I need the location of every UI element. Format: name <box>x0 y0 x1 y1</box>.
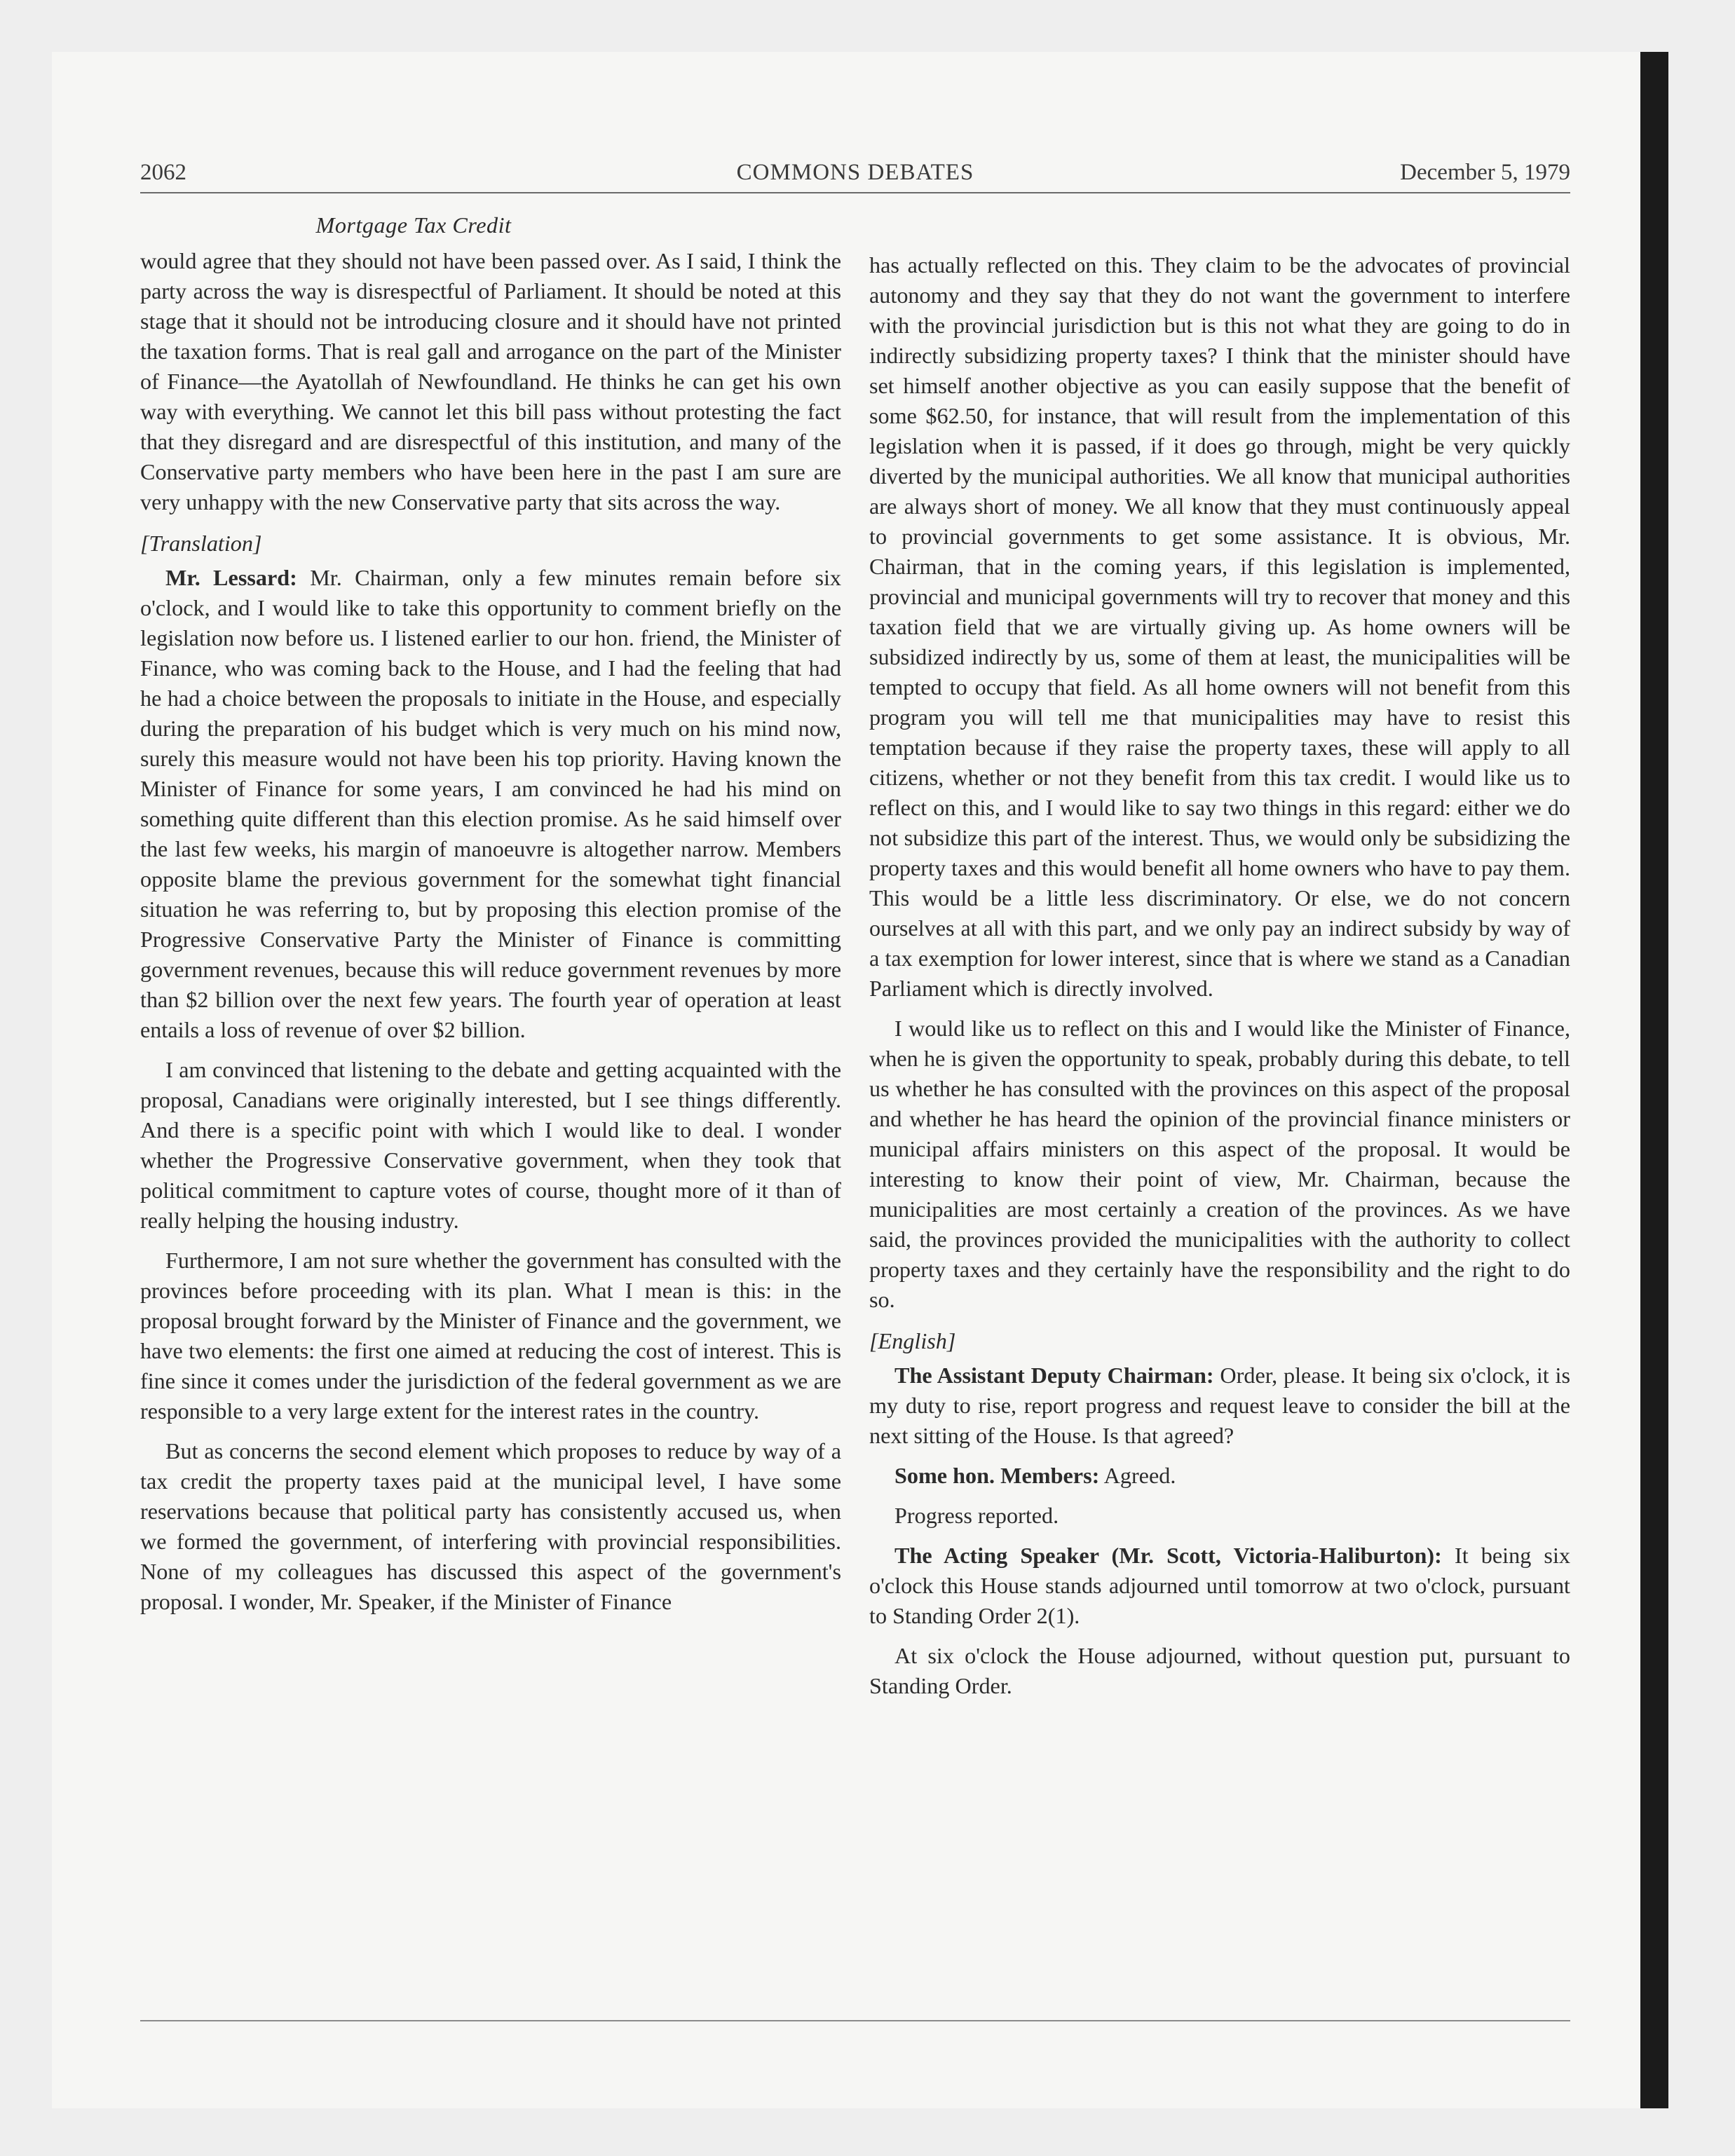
speaker-name: The Acting Speaker (Mr. Scott, Victoria-Haliburton): <box>894 1543 1442 1568</box>
paragraph: But as concerns the second element which proposes to reduce by way of a tax credit the property taxes paid at the municipal level, I have some reservations because that political party has consistently accused us, when we formed the government, of interfering with provincial responsibilities. None of my colleagues has discussed this aspect of the government's proposal. I wonder, Mr. Speaker, if the Minister of Finance <box>140 1438 841 1614</box>
paragraph <box>869 1461 1570 1491</box>
paragraph <box>140 563 841 1045</box>
section-subtitle: Mortgage Tax Credit <box>315 212 512 238</box>
paragraph <box>869 1360 1570 1451</box>
paragraph: Progress reported. <box>894 1503 1059 1528</box>
right-column <box>869 250 1570 1701</box>
header-rule <box>140 192 1570 193</box>
paragraph: At six o'clock the House adjourned, without question put, pursuant to Standing Order. <box>869 1643 1570 1698</box>
language-tag: [English] <box>869 1328 956 1353</box>
speaker-name: The Assistant Deputy Chairman: <box>894 1363 1214 1388</box>
page-date: December 5, 1979 <box>1400 160 1570 185</box>
language-tag: [Translation] <box>140 531 262 556</box>
speech-text: It being six o'clock this House stands adjourned until tomorrow at two o'clock, pursuant to Standing Order 2(1). <box>869 1543 1570 1628</box>
paragraph: I would like us to reflect on this and I would like the Minister of Finance, when he is given the opportunity to speak, probably during this debate, to tell us whether he has consulted with the provinces on this aspect of the proposal and whether he has heard the opinion of the provincial finance ministers or municipal affairs ministers on this aspect of the proposal. It would be interesting to know their point of view, Mr. Chairman, because the municipalities are most certainly a creation of the provinces. As we have said, the provinces provided the municipalities with the authority to collect property taxes and they certainly have the responsibility and the right to do so. <box>869 1016 1570 1312</box>
binding-edge <box>1640 52 1668 2108</box>
paragraph: I am convinced that listening to the debate and getting acquainted with the proposal, Canadians were originally interested, but I see things differently. And there is a specific point with which I would like to deal. I wonder whether the Progressive Conservative government, when they took that political commitment to capture votes of course, thought more of it than of really helping the housing industry. <box>140 1057 841 1233</box>
page-header <box>140 160 1570 195</box>
speaker-name: Mr. Lessard: <box>165 565 297 590</box>
speech-text: Mr. Chairman, only a few minutes remain before six o'clock, and I would like to take this opportunity to comment briefly on the legislation now before us. I listened earlier to our hon. friend, the Minister of Finance, who was coming back to the House, and I had the feeling that had he had a choice between the proposals to initiate in the House, and especially during the preparation of his budget which is very much on his mind now, surely this measure would not have been his top priority. Having known the Minister of Finance for some years, I am convinced he had his mind on something quite different than this election promise. As he said himself over the last few weeks, his margin of manoeuvre is altogether narrow. Members opposite blame the previous government for the somewhat tight financial situation he was referring to, but by proposing this election promise of the Progressive Conservative Party the Minister of Finance is committing government revenues, because this will reduce government revenues by more than $2 billion over the next few years. The fourth year of operation at least entails a loss of revenue of over $2 billion. <box>140 565 842 1042</box>
speech-text: Order, please. It being six o'clock, it is my duty to rise, report progress and request leave to consider the bill at the next sitting of the House. Is that agreed? <box>869 1363 1570 1448</box>
paragraph: Furthermore, I am not sure whether the government has consulted with the provinces before proceeding with its plan. What I mean is this: in the proposal brought forward by the Minister of Finance and the government, we have two elements: the first one aimed at reducing the cost of interest. This is fine since it comes under the jurisdiction of the federal government as we are responsible to a very large extent for the interest rates in the country. <box>140 1248 841 1424</box>
publication-title: COMMONS DEBATES <box>736 160 974 185</box>
paragraph: would agree that they should not have been passed over. As I said, I think the party across the way is disrespectful of Parliament. It should be noted at this stage that it should not be introducing closure and it should have not printed the taxation forms. That is real gall and arrogance on the part of the Minister of Finance—the Ayatollah of Newfoundland. He thinks he can get his own way with everything. We cannot let this bill pass without protesting the fact that they disregard and are disrespectful of this institution, and many of the Conservative party members who have been here in the past I am sure are very unhappy with the new Conservative party that sits across the way. <box>140 248 841 514</box>
paragraph: has actually reflected on this. They claim to be the advocates of provincial autonomy and they say that they do not want the government to interfere with the provincial jurisdiction but is this not what they are going to do in indirectly subsidizing property taxes? I think that the minister should have set himself another objective as you can easily suppose that the benefit of some $62.50, for instance, that will result from the implementation of this legislation when it is passed, if it does go through, might be very quickly diverted by the municipal authorities. We all know that municipal authorities are always short of money. We all know that they must continuously appeal to provincial governments to get some assistance. It is obvious, Mr. Chairman, that in the coming years, if this legislation is implemented, provincial and municipal governments will try to recover that money and this taxation field that we are virtually giving up. As home owners will be subsidized indirectly by us, some of them at least, the municipalities will be tempted to occupy that field. As all home owners will not benefit from this program you will tell me that municipalities may have to resist this temptation because if they raise the property taxes, these will apply to all citizens, whether or not they benefit from this tax credit. I would like us to reflect on this, and I would like to say two things in this regard: either we do not subsidize this part of the interest. Thus, we would only be subsidizing the property taxes and this would benefit all home owners who have to pay them. This would be a little less discriminatory. Or else, we do not concern ourselves at all with this part, and we only pay an indirect subsidy by way of a tax exemption for lower interest, since that is where we stand as a Canadian Parliament which is directly involved. <box>869 252 1570 1001</box>
speaker-name: Some hon. Members: <box>894 1463 1100 1488</box>
footer-rule <box>140 2020 1570 2021</box>
speech-text: Agreed. <box>1103 1463 1176 1488</box>
left-column <box>140 210 841 1617</box>
page-number: 2062 <box>140 160 186 185</box>
paragraph <box>869 1541 1570 1631</box>
